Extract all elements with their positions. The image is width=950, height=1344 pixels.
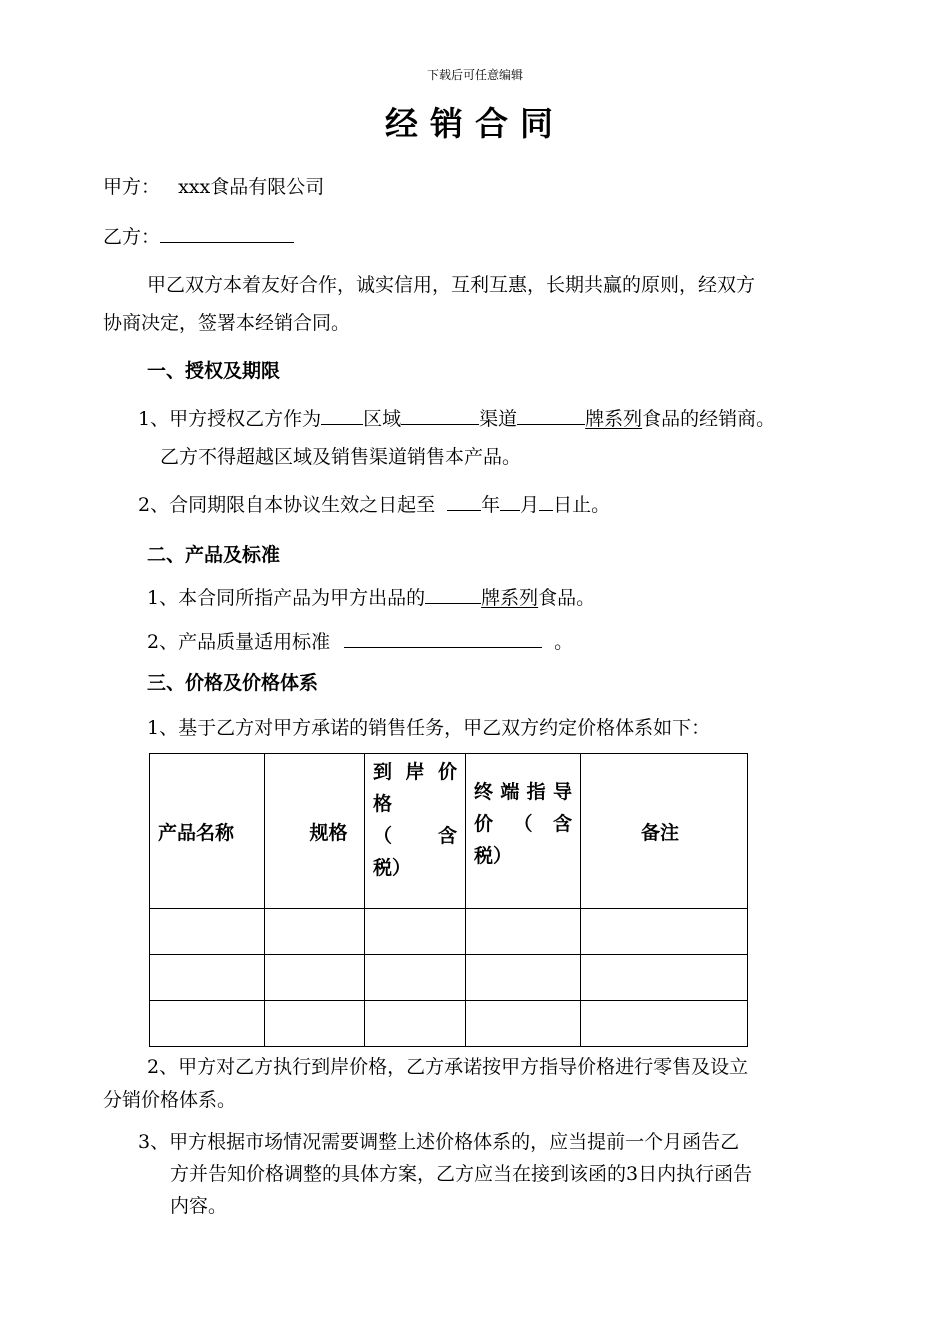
s2-item2-text-a: 2、产品质量适用标准 [147, 631, 331, 653]
table-row [150, 1001, 748, 1047]
party-a-line [103, 172, 324, 199]
table-cell [581, 955, 748, 1001]
section-3-item-1: 1、基于乙方对甲方承诺的销售任务，甲乙双方约定价格体系如下： [147, 717, 711, 739]
landed-line-2: 格 [373, 793, 393, 815]
section-3-item-3-line-1: 3、甲方根据市场情况需要调整上述价格体系的，应当提前一个月函告乙 [138, 1131, 740, 1153]
party-b-line [103, 222, 294, 249]
table-cell [265, 955, 365, 1001]
party-a-value: xxx食品有限公司 [178, 176, 325, 198]
table-cell [265, 909, 365, 955]
section-2-item-1 [147, 583, 595, 610]
section-3-item-2-line-2: 分销价格体系。 [103, 1089, 237, 1111]
header-product-name: 产品名称 [150, 754, 265, 909]
section-1-item-1 [138, 404, 775, 431]
header-spec: 规格 [265, 754, 365, 909]
s2-item1-brand: 牌系列 [481, 587, 539, 609]
party-b-label: 乙方： [103, 226, 161, 248]
section-1-heading: 一、授权及期限 [147, 360, 281, 382]
section-3-heading: 三、价格及价格体系 [147, 672, 319, 694]
day-blank [539, 492, 553, 511]
header-landed-price [365, 754, 466, 909]
section-3-item-2-line-1: 2、甲方对乙方执行到岸价格，乙方承诺按甲方指导价格进行零售及设立 [147, 1056, 749, 1078]
s1-item2-text-a: 2、合同期限自本协议生效之日起至 [138, 494, 436, 516]
s2-item1-text-a: 1、本合同所指产品为甲方出品的 [147, 587, 426, 609]
year-blank [447, 492, 481, 511]
s2-item2-end: 。 [554, 631, 574, 653]
table-row [150, 955, 748, 1001]
table-cell [581, 1001, 748, 1047]
s2-item1-end: 食品。 [538, 587, 596, 609]
s2-brand-blank [425, 585, 481, 604]
s1-item1-text-a: 1、甲方授权乙方作为 [138, 408, 322, 430]
section-3-item-3-line-3: 内容。 [170, 1195, 228, 1217]
brand-blank [517, 406, 585, 425]
table-cell [150, 1001, 265, 1047]
landed-line-4: 税） [373, 857, 412, 879]
landed-line-3: （ 含 [373, 825, 457, 847]
document-title: 经销合同 [385, 104, 565, 143]
table-cell [150, 955, 265, 1001]
section-1-item-1-line-2: 乙方不得超越区域及销售渠道销售本产品。 [160, 446, 522, 468]
retail-line-2: 价（含 [474, 813, 572, 835]
landed-line-1: 到岸价 [373, 761, 457, 783]
month-blank [500, 492, 520, 511]
s1-item1-text-e: 食品的经销商。 [642, 408, 776, 430]
table-cell [365, 955, 466, 1001]
section-2-heading: 二、产品及标准 [147, 544, 281, 566]
table-cell [365, 1001, 466, 1047]
header-retail-price [466, 754, 581, 909]
table-cell [150, 909, 265, 955]
s1-item1-text-c: 渠道 [479, 408, 518, 430]
table-cell [466, 955, 581, 1001]
s1-item1-brand: 牌系列 [585, 408, 643, 430]
party-a-label: 甲方： [103, 176, 161, 198]
region-blank [321, 406, 363, 425]
section-2-item-2 [147, 627, 573, 654]
channel-blank [401, 406, 479, 425]
s1-item1-text-b: 区域 [363, 408, 402, 430]
price-table [149, 753, 748, 1047]
standard-blank [344, 629, 542, 648]
retail-line-1: 终端指导 [474, 781, 572, 803]
header-remark: 备注 [581, 754, 748, 909]
preamble-line-1: 甲乙双方本着友好合作，诚实信用，互利互惠，长期共赢的原则，经双方 [147, 274, 756, 296]
party-b-blank [160, 224, 294, 243]
section-1-item-2 [138, 490, 610, 517]
preamble-line-2: 协商决定，签署本经销合同。 [103, 312, 351, 334]
table-row [150, 909, 748, 955]
s1-item2-end: 日止。 [553, 494, 611, 516]
table-header-row [150, 754, 748, 909]
s1-item2-year: 年 [481, 494, 501, 516]
header-note: 下载后可任意编辑 [426, 68, 523, 82]
s1-item2-month: 月 [520, 494, 540, 516]
table-cell [466, 1001, 581, 1047]
section-3-item-3-line-2: 方并告知价格调整的具体方案，乙方应当在接到该函的3日内执行函告 [170, 1163, 753, 1185]
table-cell [466, 909, 581, 955]
retail-line-3: 税） [474, 845, 513, 867]
table-cell [365, 909, 466, 955]
table-cell [581, 909, 748, 955]
table-cell [265, 1001, 365, 1047]
